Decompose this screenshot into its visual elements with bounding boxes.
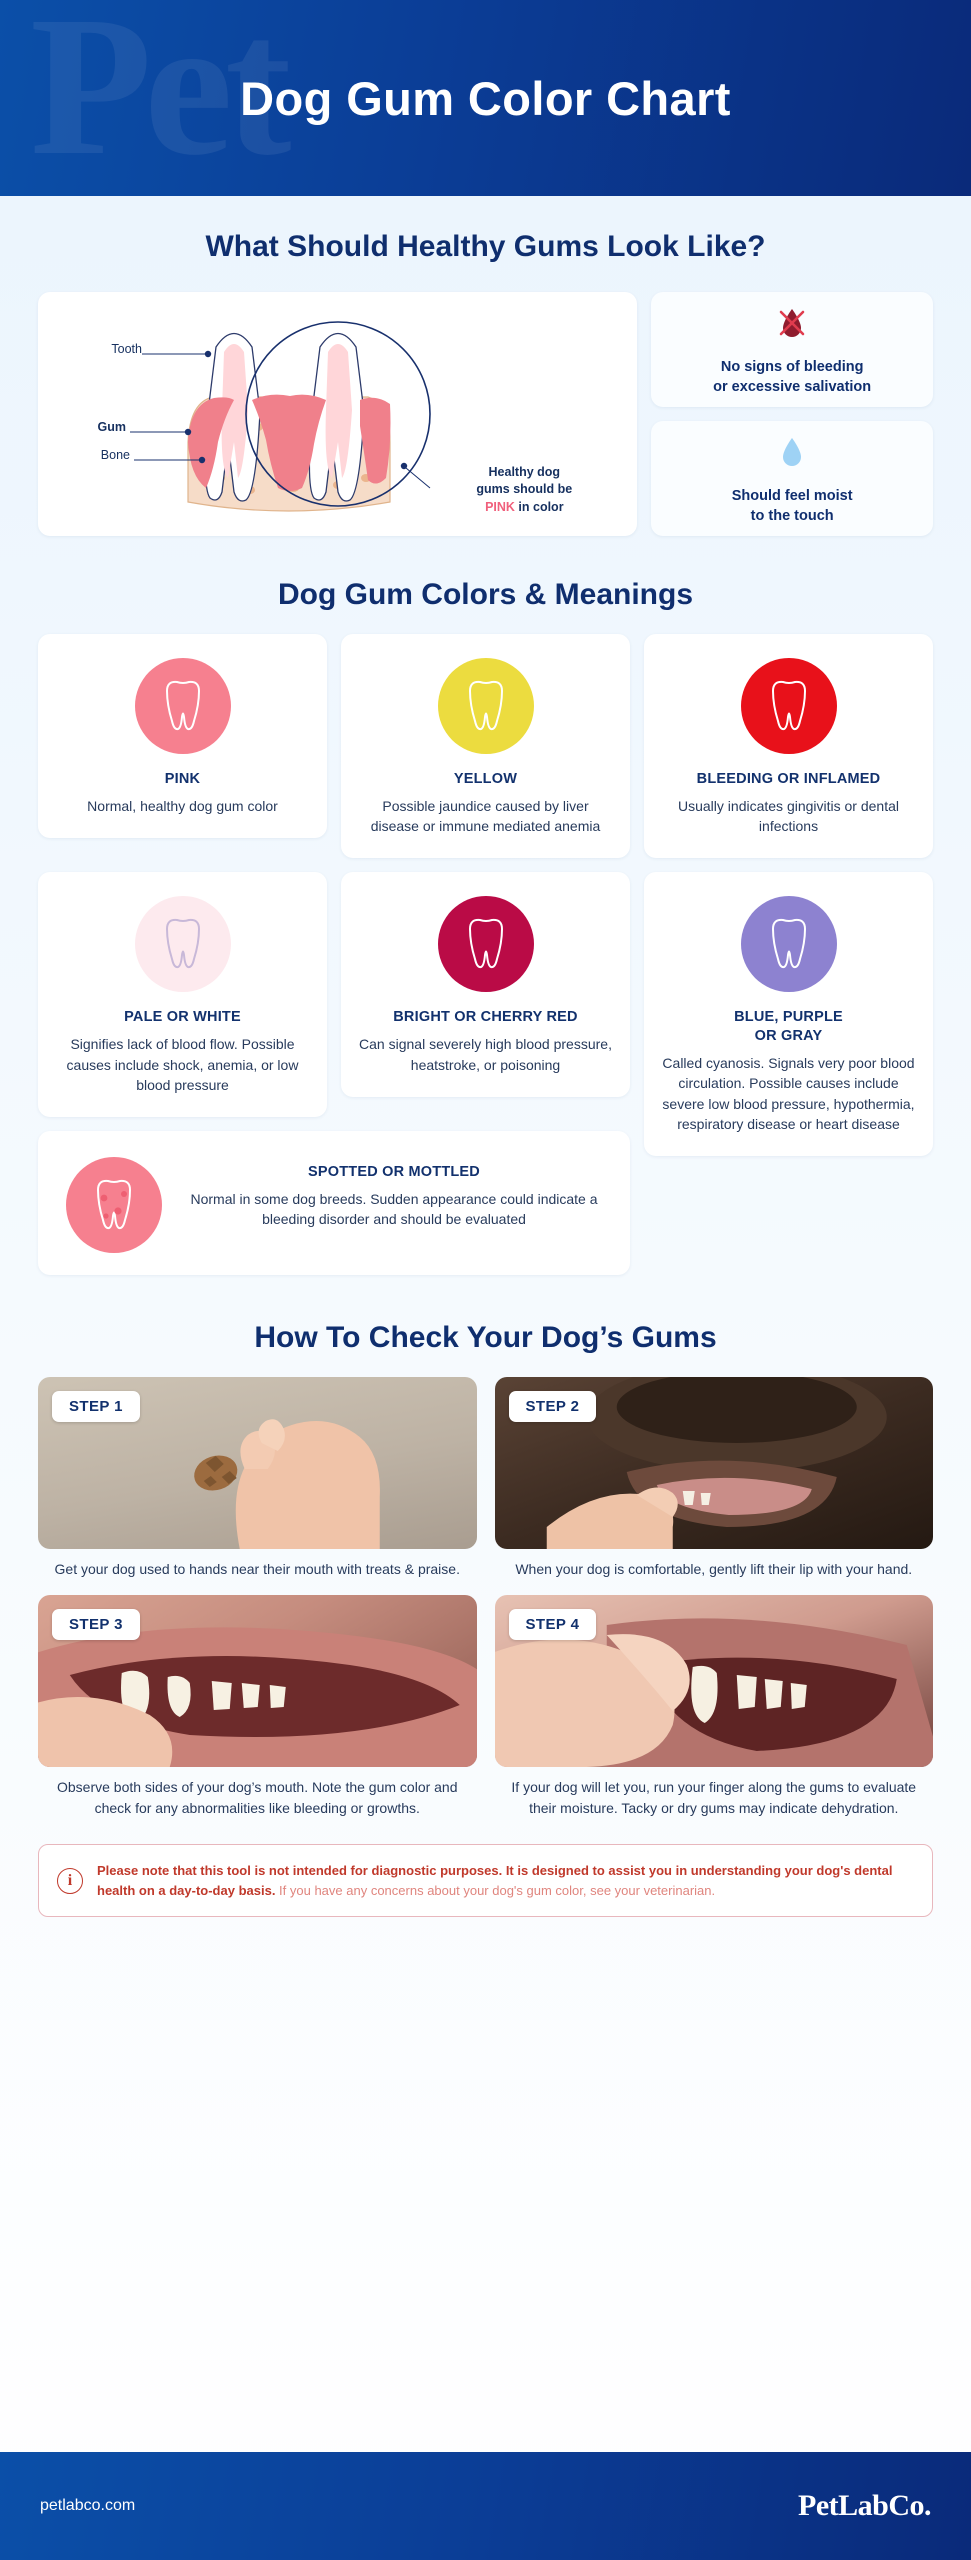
tooth-icon bbox=[460, 677, 512, 735]
gum-color-card-yellow bbox=[341, 634, 630, 858]
step-2 bbox=[495, 1377, 934, 1579]
gum-color-card-cherry-red bbox=[341, 872, 630, 1096]
water-drop-icon bbox=[770, 430, 814, 479]
section-title-colors: Dog Gum Colors & Meanings bbox=[277, 578, 694, 611]
line1: No signs of bleeding bbox=[720, 359, 864, 376]
footer-brand-logo: PetLabCo. bbox=[798, 2489, 931, 2522]
disclaimer-text bbox=[97, 1861, 914, 1900]
tooth-icon bbox=[157, 915, 209, 973]
line1: Should feel moist bbox=[731, 488, 853, 505]
gum-colors-grid bbox=[0, 634, 971, 1275]
step-2-photo bbox=[495, 1377, 934, 1549]
page-footer bbox=[0, 2452, 971, 2560]
step-1-caption: Get your dog used to hands near their mouth with treats & praise. bbox=[54, 1561, 460, 1578]
page-header bbox=[0, 0, 971, 196]
gum-color-desc: Signifies lack of blood flow. Possible causes include shock, anemia, or low blood pressure bbox=[66, 1036, 299, 1093]
diagram-label-bone: Bone bbox=[100, 448, 130, 462]
tooth-icon bbox=[763, 915, 815, 973]
healthy-card-no-bleeding-text bbox=[713, 358, 871, 397]
title-line-1: BLUE, PURPLE bbox=[734, 1009, 843, 1026]
color-swatch bbox=[438, 896, 534, 992]
info-icon: i bbox=[57, 1868, 83, 1894]
step-3-badge: STEP 3 bbox=[52, 1609, 140, 1640]
step-1 bbox=[38, 1377, 477, 1579]
disclaimer-bold: Please note that this tool is not intended for diagnostic purposes. It is designed to assist you in understanding your dog's dental health on a day-to-day basis. bbox=[97, 1863, 893, 1898]
gum-color-title: YELLOW bbox=[453, 771, 518, 787]
gum-color-desc: Can signal severely high blood pressure, heatstroke, or poisoning bbox=[359, 1036, 612, 1073]
gum-color-title: SPOTTED OR MOTTLED bbox=[308, 1164, 480, 1181]
gum-color-card-blue-purple-gray bbox=[644, 872, 933, 1156]
gum-color-desc: Called cyanosis. Signals very poor blood circulation. Possible causes include severe low blood pressure, hypothermia, respiratory disease or heart disease bbox=[662, 1055, 915, 1133]
caption-line-2: gums should be bbox=[476, 482, 573, 496]
tooth-icon bbox=[763, 677, 815, 735]
gum-color-card-pink bbox=[38, 634, 327, 838]
color-swatch bbox=[741, 896, 837, 992]
caption-highlight: PINK bbox=[485, 499, 515, 514]
diagram-label-tooth: Tooth bbox=[111, 342, 142, 356]
step-2-badge: STEP 2 bbox=[509, 1391, 597, 1422]
section-title-steps: How To Check Your Dog’s Gums bbox=[254, 1321, 717, 1355]
diagram-label-gum: Gum bbox=[97, 420, 126, 434]
gum-color-desc: Normal, healthy dog gum color bbox=[87, 797, 278, 814]
step-3 bbox=[38, 1595, 477, 1818]
step-4 bbox=[495, 1595, 934, 1818]
step-4-caption: If your dog will let you, run your finger along the gums to evaluate their moisture. Tacky or dry gums may indicate dehydration. bbox=[511, 1779, 917, 1816]
healthy-card-moist bbox=[651, 421, 933, 536]
gum-color-card-bleeding bbox=[644, 634, 933, 858]
tooth-icon bbox=[88, 1176, 140, 1234]
line2: or excessive salivation bbox=[713, 379, 872, 395]
gum-color-desc: Usually indicates gingivitis or dental infections bbox=[678, 797, 899, 835]
page-title: Dog Gum Color Chart bbox=[240, 71, 731, 125]
gum-color-desc: Normal in some dog breeds. Sudden appearance could indicate a bleeding disorder and should be evaluated bbox=[190, 1191, 598, 1228]
caption-line-1: Healthy dog bbox=[488, 464, 561, 479]
diagram-caption bbox=[429, 464, 619, 517]
caption-line-3: in color bbox=[514, 499, 564, 514]
step-1-photo bbox=[38, 1377, 477, 1549]
disclaimer-note bbox=[38, 1844, 933, 1917]
step-3-caption: Observe both sides of your dog’s mouth. Note the gum color and check for any abnormalities like bleeding or growths. bbox=[56, 1779, 458, 1816]
gum-color-title: PINK bbox=[164, 771, 201, 787]
tooth-icon bbox=[157, 677, 209, 735]
color-swatch bbox=[135, 896, 231, 992]
gum-color-title: BLEEDING OR INFLAMED bbox=[696, 771, 881, 787]
gum-color-body bbox=[180, 1153, 608, 1229]
gum-color-title: BRIGHT OR CHERRY RED bbox=[393, 1009, 578, 1026]
title-line-2: OR GRAY bbox=[754, 1028, 823, 1045]
color-swatch bbox=[741, 658, 837, 754]
step-2-caption: When your dog is comfortable, gently lift their lip with your hand. bbox=[515, 1561, 913, 1578]
step-4-photo bbox=[495, 1595, 934, 1767]
color-swatch bbox=[438, 658, 534, 754]
healthy-card-no-bleeding bbox=[651, 292, 933, 407]
gum-color-desc: Possible jaundice caused by liver disease or immune mediated anemia bbox=[370, 797, 601, 835]
healthy-gums-row bbox=[0, 292, 971, 536]
tooth-anatomy-diagram bbox=[38, 292, 637, 536]
footer-website[interactable]: petlabco.com bbox=[40, 2497, 136, 2514]
step-4-badge: STEP 4 bbox=[509, 1609, 597, 1640]
line2: to the touch bbox=[750, 508, 834, 524]
step-1-badge: STEP 1 bbox=[52, 1391, 140, 1422]
gum-color-title bbox=[660, 1008, 917, 1046]
disclaimer-light: If you have any concerns about your dog's gum color, see your veterinarian. bbox=[275, 1882, 716, 1898]
healthy-side-cards bbox=[651, 292, 933, 536]
blood-drop-crossed-icon bbox=[770, 301, 814, 350]
steps-grid bbox=[0, 1377, 971, 1818]
gum-color-card-spotted bbox=[38, 1131, 630, 1275]
healthy-card-moist-text bbox=[732, 487, 853, 526]
color-swatch bbox=[135, 658, 231, 754]
step-3-photo bbox=[38, 1595, 477, 1767]
gum-color-title: PALE OR WHITE bbox=[124, 1009, 241, 1026]
section-title-healthy: What Should Healthy Gums Look Like? bbox=[205, 230, 766, 263]
color-swatch bbox=[66, 1157, 162, 1253]
tooth-icon bbox=[460, 915, 512, 973]
gum-color-card-pale bbox=[38, 872, 327, 1117]
decorative-watermark: Pet bbox=[30, 0, 284, 196]
